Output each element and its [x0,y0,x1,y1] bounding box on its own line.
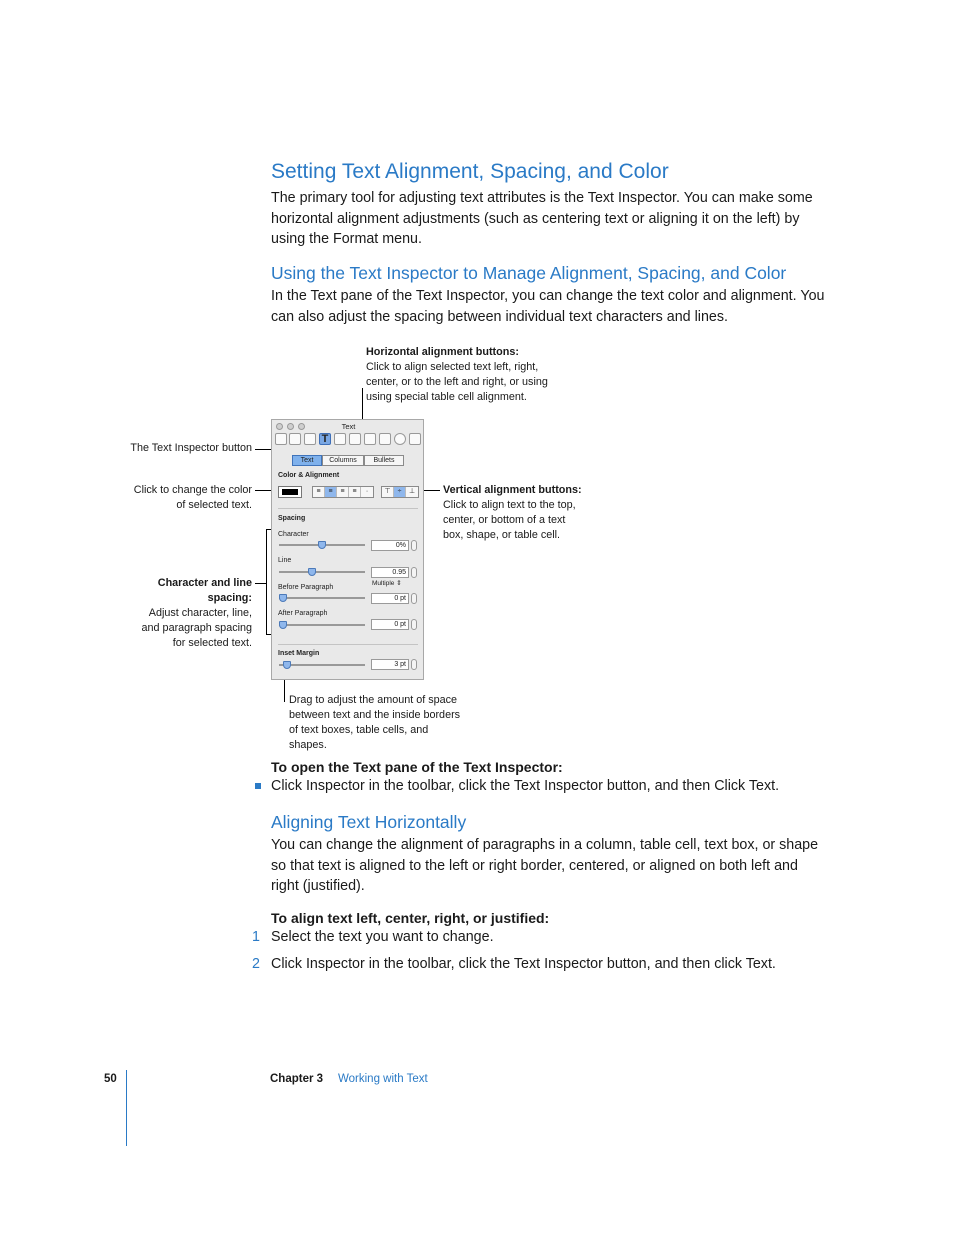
align-top-button[interactable]: ⊤ [382,487,394,497]
document-inspector-icon[interactable] [275,433,287,445]
horizontal-alignment-buttons [312,486,374,498]
horizontal-alignment-callout [366,345,556,405]
callout-title: Vertical alignment buttons: [443,484,582,496]
spacing-heading: Spacing [278,515,306,522]
task-step: Select the text you want to change. [271,929,494,945]
line-mode-value: Multiple [372,580,395,587]
line-stepper[interactable] [411,567,417,578]
link-inspector-icon[interactable] [394,433,406,445]
slider-thumb[interactable] [279,621,287,629]
character-field[interactable]: 0% [371,540,409,551]
task-step: Click Inspector in the toolbar, click the Text Inspector button, and then click Text. [271,956,776,972]
line-label: Line [278,557,292,564]
before-paragraph-label: Before Paragraph [278,584,334,591]
character-stepper[interactable] [411,540,417,551]
align-bottom-button[interactable]: ⊥ [408,488,416,495]
align-justify-button[interactable]: ≡ [349,487,361,497]
inspector-tabs [292,455,404,466]
spacing-callout [130,576,252,651]
text-pane-paragraph: In the Text pane of the Text Inspector, you can change the text color and alignment. You can also adjust the spacing between individual text characters and lines. [271,288,825,325]
task-title: To align text left, center, right, or justified: [271,910,550,926]
quicktime-inspector-icon[interactable] [409,433,421,445]
divider [278,644,418,645]
section-heading: Setting Text Alignment, Spacing, and Color [271,160,669,183]
vertical-alignment-callout [443,483,588,543]
after-paragraph-slider[interactable] [279,624,365,626]
chapter-title: Working with Text [338,1073,428,1085]
after-paragraph-label: After Paragraph [278,610,328,617]
line-field[interactable]: 0.95 [371,567,409,578]
tab-columns[interactable]: Columns [322,455,364,466]
wrap-inspector-icon[interactable] [304,433,316,445]
before-paragraph-field[interactable]: 0 pt [371,593,409,604]
inset-margin-field[interactable]: 3 pt [371,659,409,670]
footer-rule [126,1070,127,1146]
align-center-button[interactable]: ≡ [325,487,337,497]
bullet-icon [255,783,261,789]
step-number: 2 [252,956,260,972]
before-paragraph-stepper[interactable] [411,593,417,604]
subsection-heading: Aligning Text Horizontally [271,812,467,832]
slider-thumb[interactable] [308,568,316,576]
inset-margin-slider[interactable] [279,664,365,666]
graphic-inspector-icon[interactable] [334,433,346,445]
intro-paragraph: The primary tool for adjusting text attributes is the Text Inspector. You can make some horizontal alignment adjustments (such as centering text or aligning it on the left) by using the Format menu. [271,190,813,247]
leader-line [255,583,266,584]
color-alignment-heading: Color & Alignment [278,472,340,479]
layout-inspector-icon[interactable] [289,433,301,445]
step-number: 1 [252,929,260,945]
align-left-button[interactable]: ≡ [313,487,325,497]
before-paragraph-slider[interactable] [279,597,365,599]
chapter-label: Chapter 3 [270,1073,324,1085]
line-slider[interactable] [279,571,365,573]
metrics-inspector-icon[interactable] [349,433,361,445]
inset-margin-heading: Inset Margin [278,650,320,657]
callout-title: Character and line spacing: [157,577,252,604]
align-paragraph: You can change the alignment of paragraphs in a column, table cell, text box, or shape so that text is aligned to the left or right border, centered, or aligned on both left and right (justified). [271,837,819,894]
character-label: Character [278,531,309,538]
align-decimal-button[interactable]: · [365,488,369,495]
task-title: To open the Text pane of the Text Inspector: [271,759,563,775]
inset-callout: Drag to adjust the amount of space between text and the inside borders of text boxes, table cells, and shapes. [289,694,461,751]
inset-margin-stepper[interactable] [411,659,417,670]
divider [278,508,418,509]
callout-body: Adjust character, line, and paragraph spacing for selected text. [141,607,252,649]
vertical-alignment-buttons [381,486,419,498]
align-right-button[interactable]: ≡ [337,487,349,497]
slider-thumb[interactable] [279,594,287,602]
slider-thumb[interactable] [318,541,326,549]
page-number: 50 [104,1073,117,1085]
text-inspector-panel [271,419,424,680]
callout-body: Click to align selected text left, right, center, or to the left and right, or using using special table cell alignment. [366,361,548,403]
subsection-heading: Using the Text Inspector to Manage Alignment, Spacing, and Color [271,263,787,283]
inspector-button-callout: The Text Inspector button [130,442,252,454]
tab-text[interactable]: Text [292,455,322,466]
character-slider[interactable] [279,544,365,546]
task-step: Click Inspector in the toolbar, click the Text Inspector button, and then Click Text. [271,778,780,794]
color-callout: Click to change the color of selected text. [133,484,252,511]
after-paragraph-field[interactable]: 0 pt [371,619,409,630]
slider-thumb[interactable] [283,661,291,669]
text-color-well[interactable] [278,486,302,498]
chart-inspector-icon[interactable] [379,433,391,445]
line-mode-select[interactable]: Multiple ⇕ [372,580,402,587]
tab-bullets[interactable]: Bullets [364,455,404,466]
after-paragraph-stepper[interactable] [411,619,417,630]
table-inspector-icon[interactable] [364,433,376,445]
text-inspector-icon[interactable]: T [319,433,331,445]
callout-title: Horizontal alignment buttons: [366,346,519,358]
align-middle-button[interactable]: ÷ [394,487,406,497]
inspector-title: Text [341,422,356,431]
callout-body: Click to align text to the top, center, or bottom of a text box, shape, or table cell. [443,499,576,541]
